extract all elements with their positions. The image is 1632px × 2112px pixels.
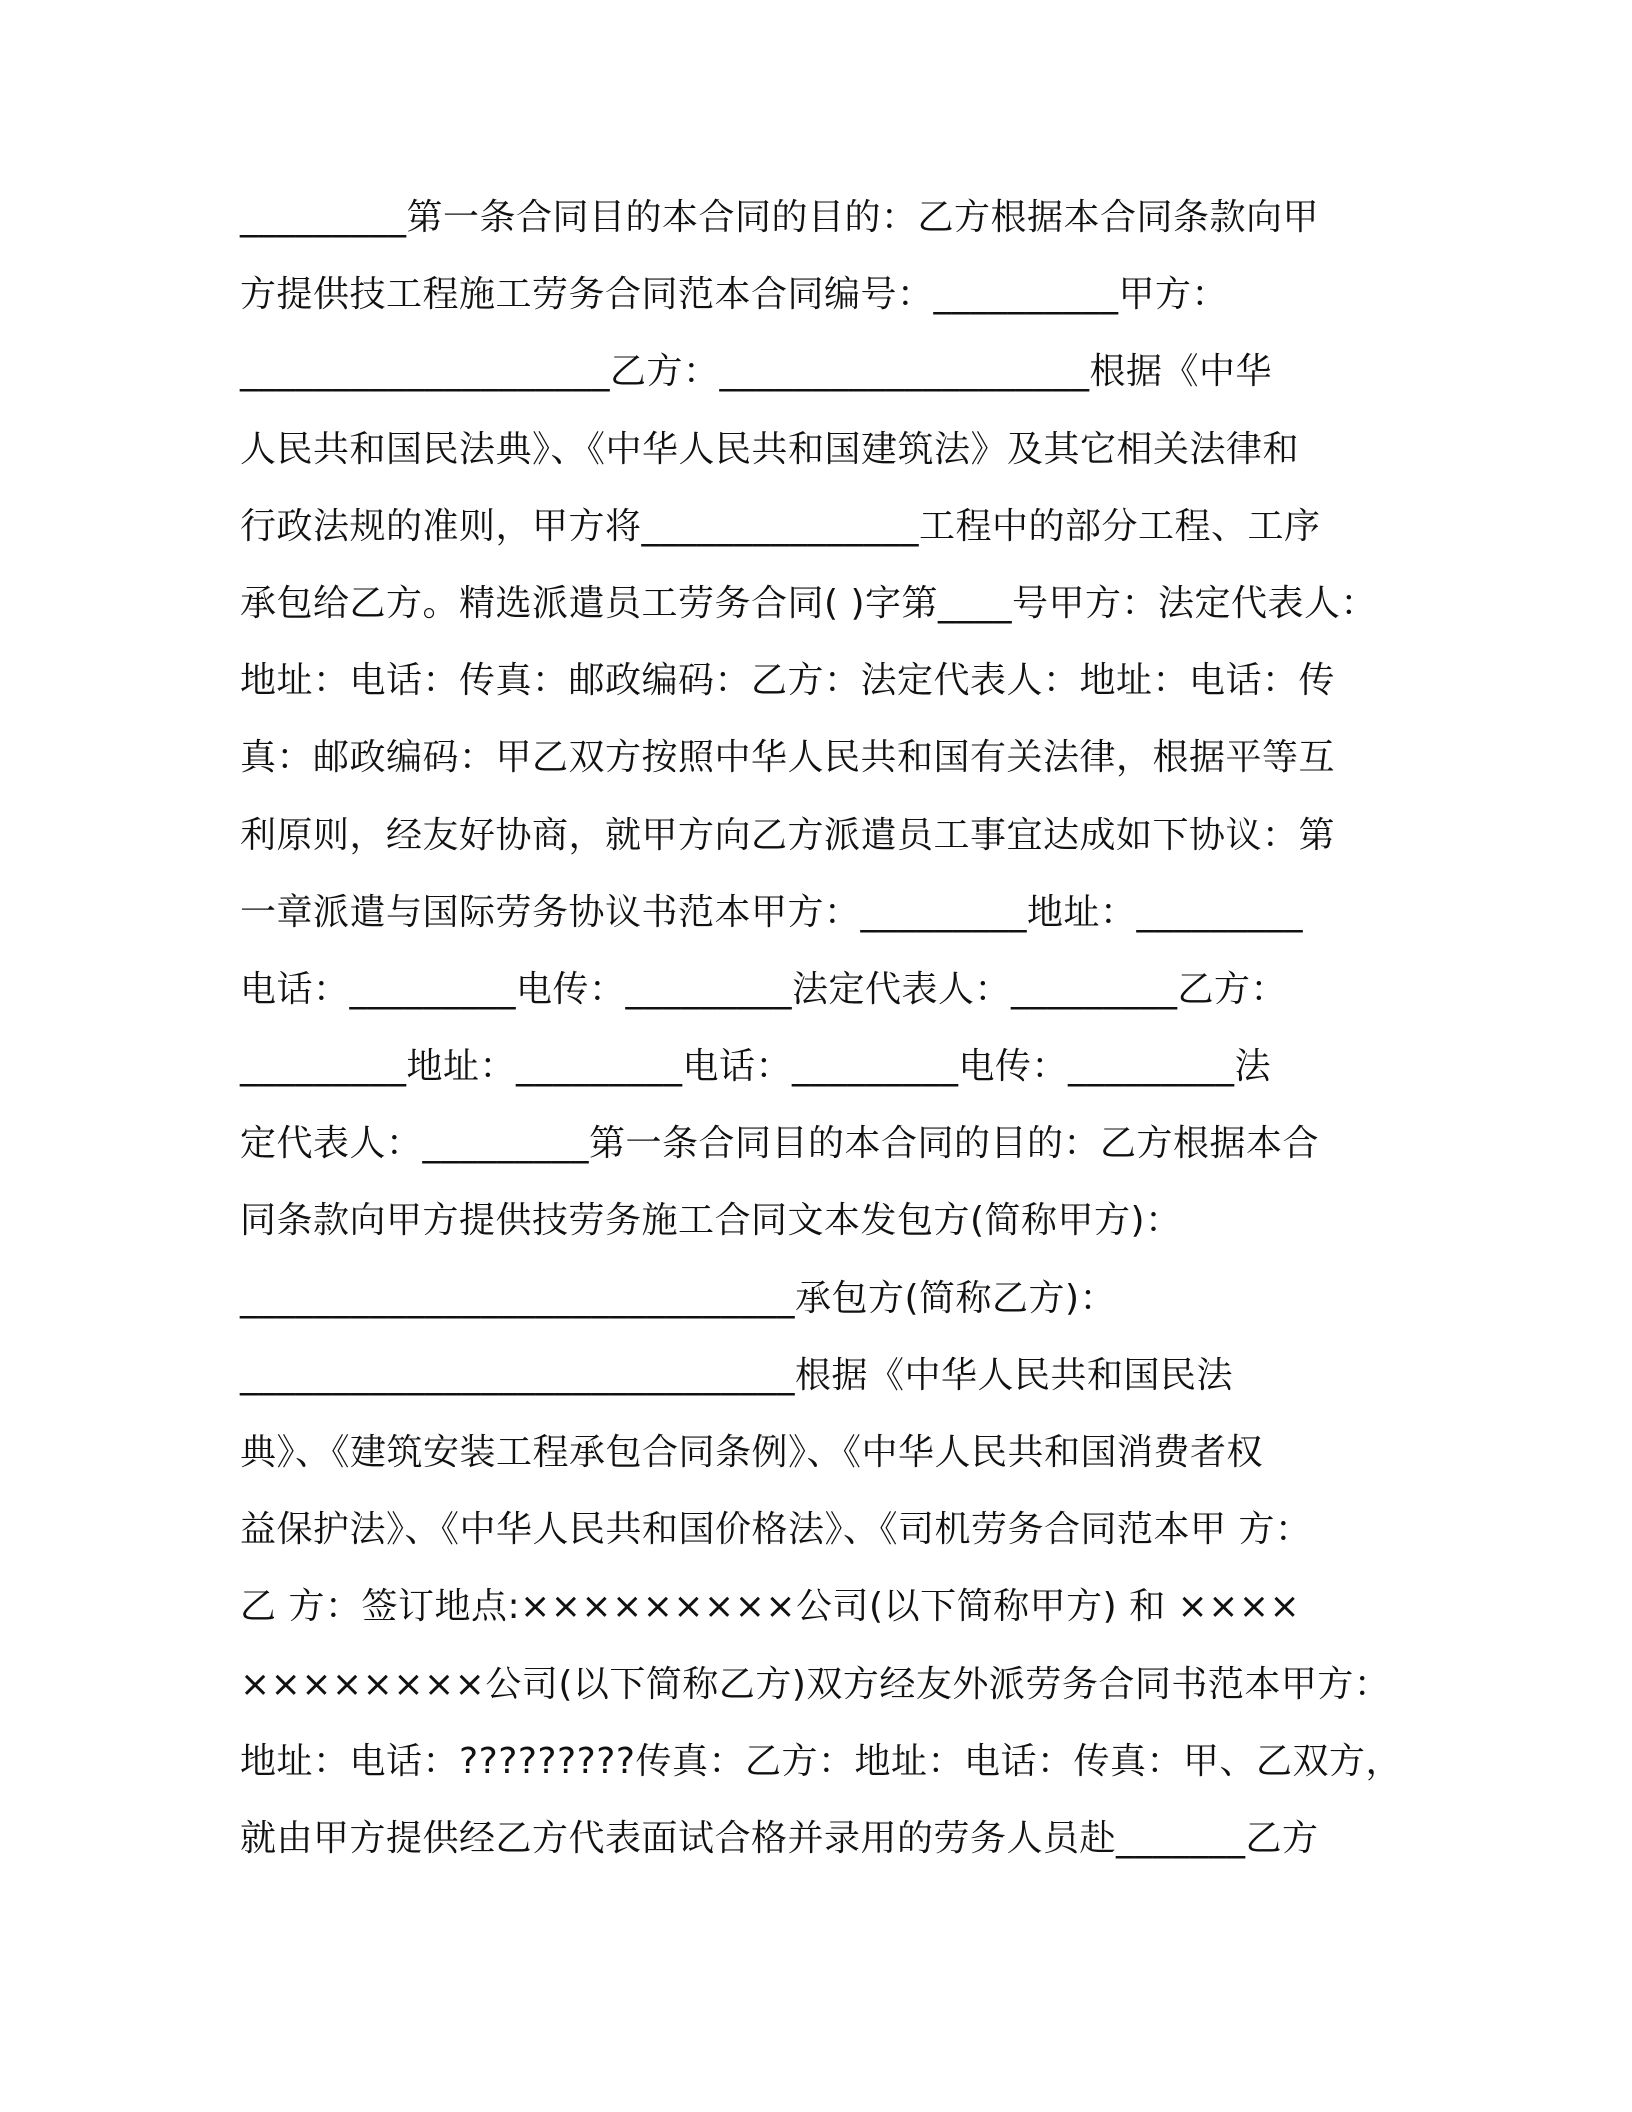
text-line-17: 典》、《建筑安装工程承包合同条例》、《中华人民共和国消费者权 — [240, 1432, 1264, 1473]
text-line-15: ______________________________承包方(简称乙方)： — [240, 1277, 1117, 1319]
text-line-22: 就由甲方提供经乙方代表面试合格并录用的劳务人员赴_______乙方 — [240, 1817, 1319, 1859]
text-line-9: 利原则，经友好协商，就甲方向乙方派遣员工事宜达成如下协议：第 — [240, 814, 1336, 856]
text-line-12: _________地址：_________电话：_________电传：_________法 — [240, 1046, 1272, 1088]
text-line-21: 地址：电话：?????????传真：乙方：地址：电话：传真：甲、乙双方， — [240, 1740, 1402, 1782]
text-line-3: ____________________乙方：____________________根据《中华 — [240, 351, 1273, 393]
text-line-8: 真：邮政编码：甲乙双方按照中华人民共和国有关法律，根据平等互 — [240, 737, 1336, 779]
text-line-20: ××××××××公司(以下简称乙方)双方经友外派劳务合同书范本甲方： — [240, 1663, 1391, 1705]
text-line-5: 行政法规的准则，甲方将_______________工程中的部分工程、工序 — [240, 505, 1321, 547]
text-line-13: 定代表人：_________第一条合同目的本合同的目的：乙方根据本合 — [240, 1123, 1320, 1165]
text-line-14: 同条款向甲方提供技劳务施工合同文本发包方(简称甲方)： — [240, 1200, 1182, 1242]
text-line-18: 益保护法》、《中华人民共和国价格法》、《司机劳务合同范本甲 方： — [240, 1509, 1312, 1551]
text-line-10: 一章派遣与国际劳务协议书范本甲方：_________地址：_________ — [240, 891, 1304, 933]
text-line-1: _________第一条合同目的本合同的目的：乙方根据本合同条款向甲 — [240, 197, 1320, 238]
text-line-16: ______________________________根据《中华人民共和国民法 — [240, 1354, 1234, 1396]
text-line-19: 乙 方：签订地点:×××××××××公司(以下简称甲方) 和 ×××× — [240, 1586, 1301, 1628]
text-line-11: 电话：_________电传：_________法定代表人：_________乙方： — [240, 968, 1288, 1010]
text-line-7: 地址：电话：传真：邮政编码：乙方：法定代表人：地址：电话：传 — [240, 660, 1336, 702]
text-line-4: 人民共和国民法典》、《中华人民共和国建筑法》及其它相关法律和 — [240, 428, 1300, 470]
text-line-2: 方提供技工程施工劳务合同范本合同编号：__________甲方： — [240, 274, 1229, 316]
text-line-6: 承包给乙方。精选派遣员工劳务合同( )字第____号甲方：法定代表人： — [240, 582, 1378, 624]
contract-body-text — [240, 188, 1410, 1886]
